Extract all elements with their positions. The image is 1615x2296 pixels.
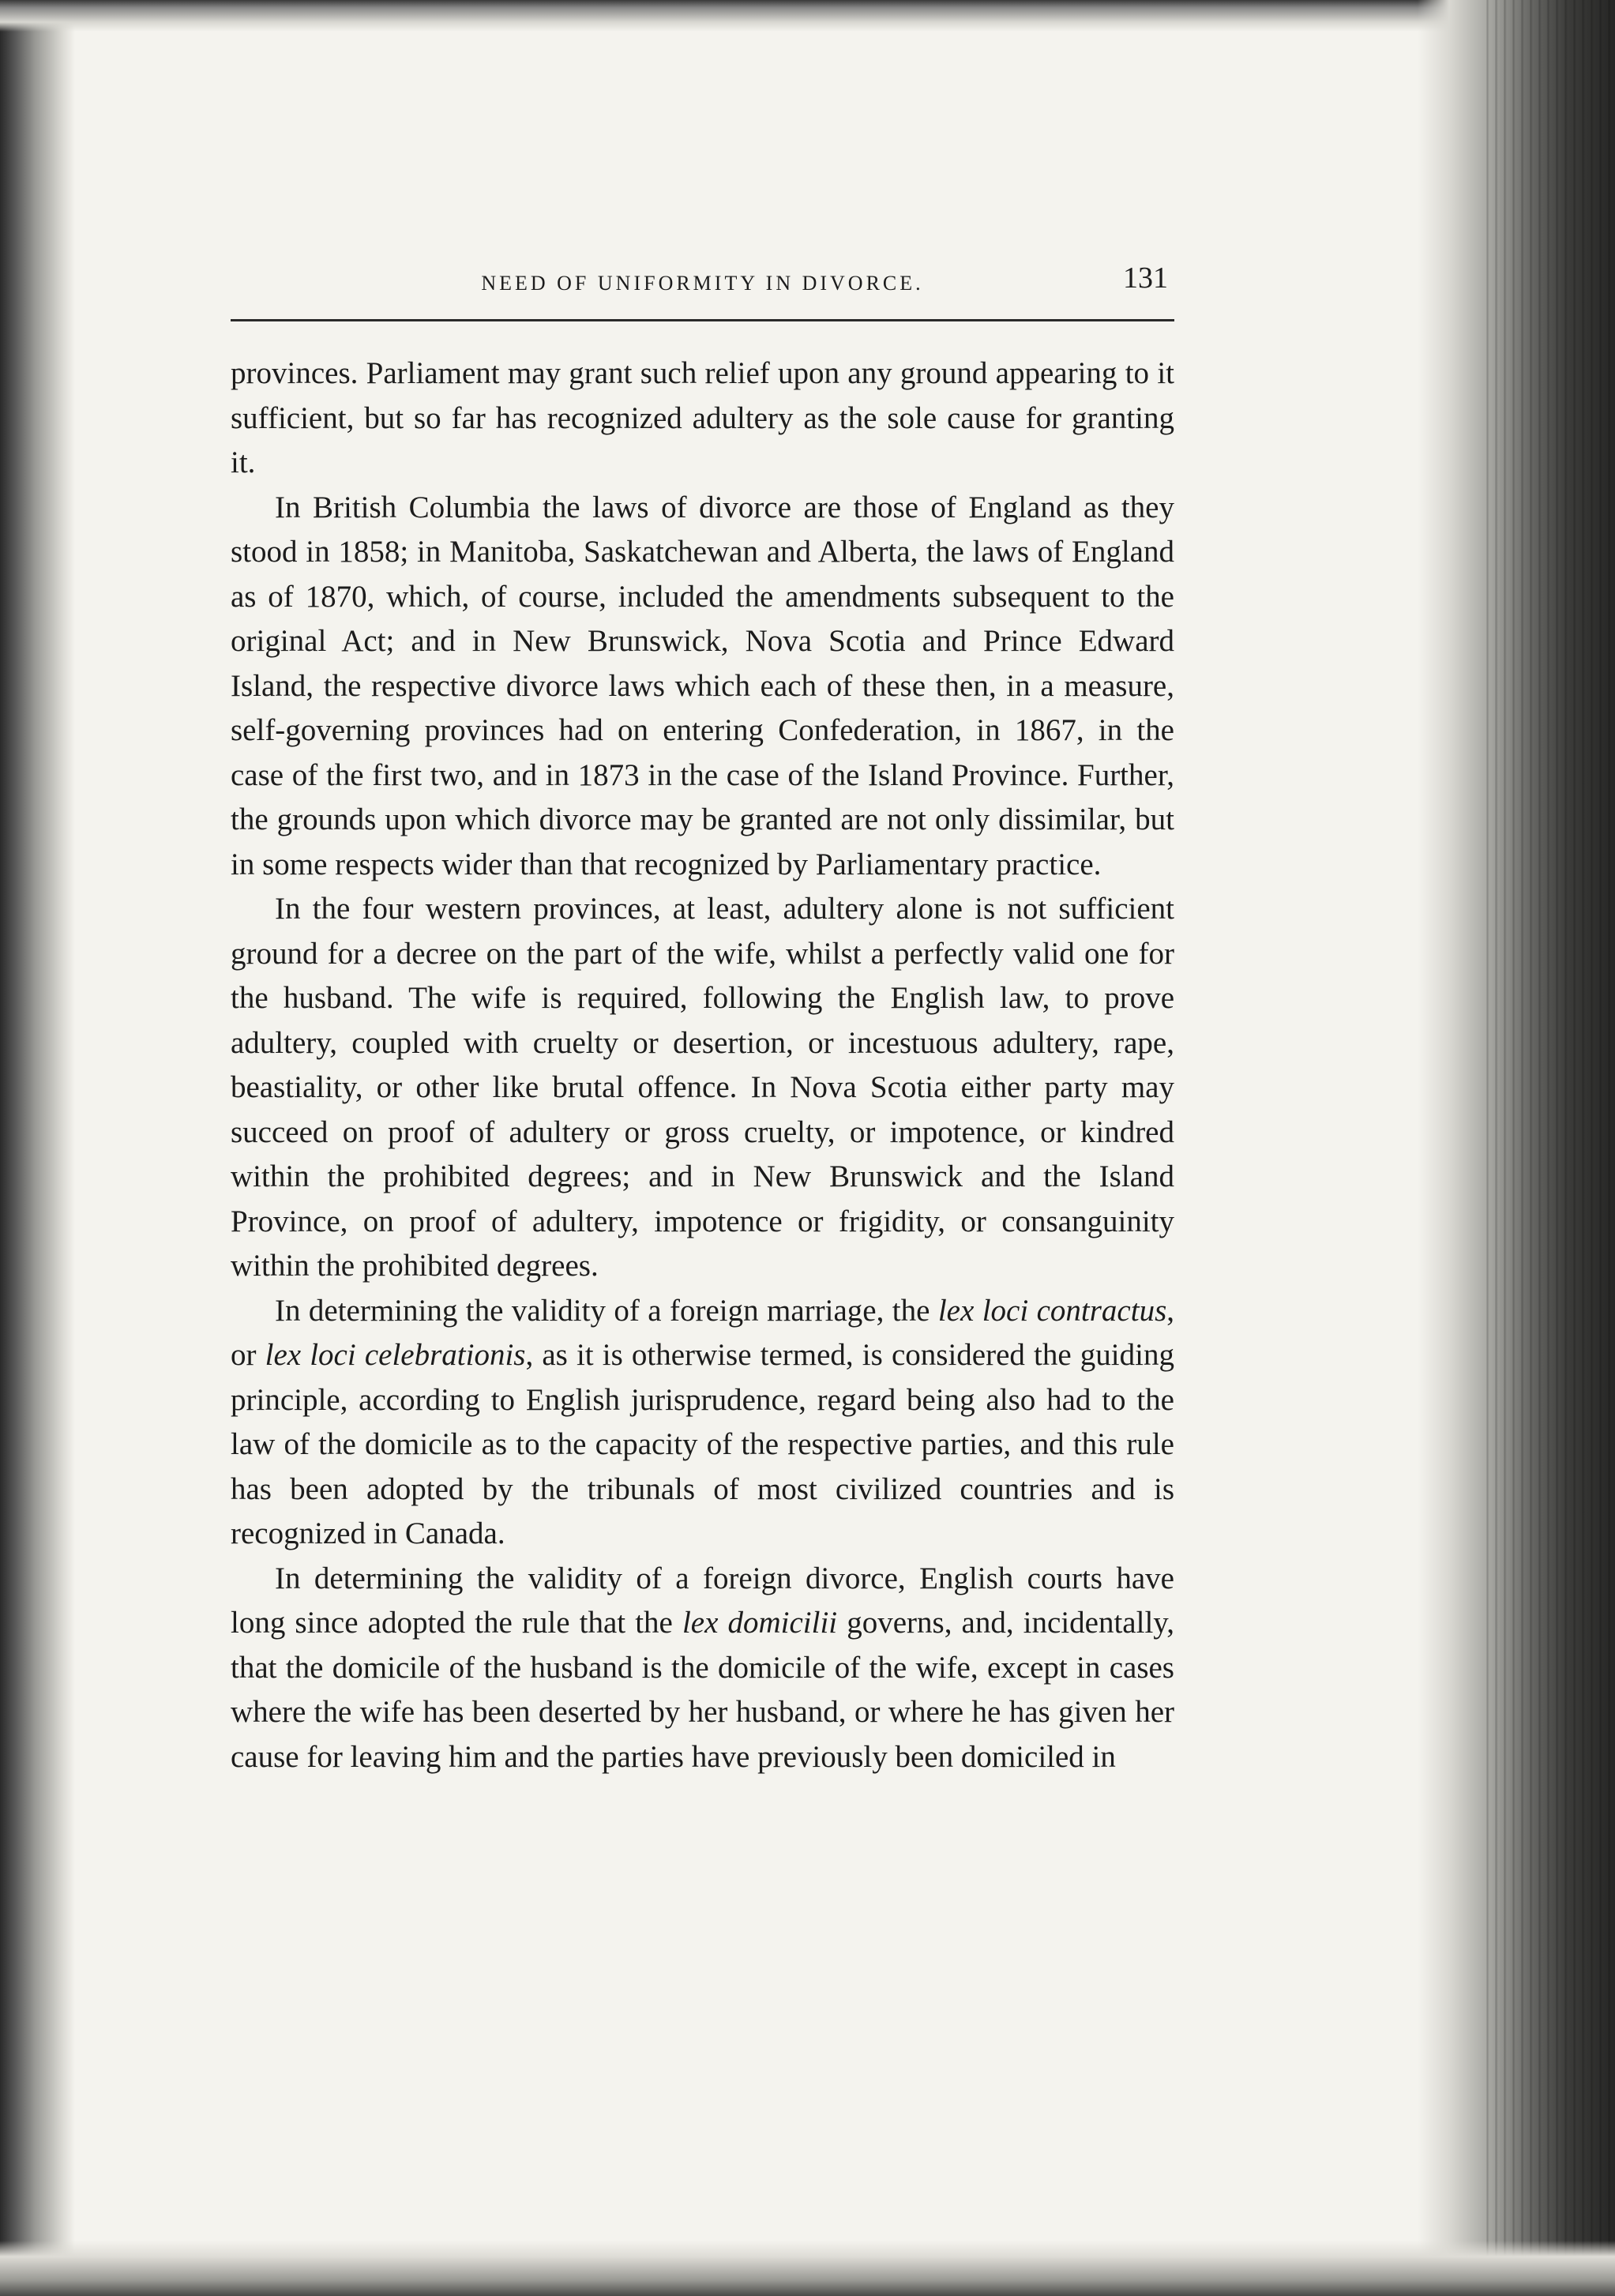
latin-term-lex-domicilii: lex domicilii	[682, 1606, 838, 1640]
scan-bottom-edge-shadow	[0, 2241, 1615, 2296]
paragraph-4-lead: In determining the validity of a foreign marriage, the	[275, 1293, 938, 1328]
paragraph-5	[231, 1557, 1174, 1780]
paragraph-1: provinces. Parliament may grant such relief upon any ground appearing to it sufficient, but so far has recognized adultery as the sole cause for granting it.	[231, 356, 1174, 479]
paragraph-4-joiner: , or	[231, 1293, 1174, 1372]
running-head-title: NEED OF UNIFORMITY IN DIVORCE.	[481, 272, 924, 295]
page-number: 131	[1123, 261, 1168, 295]
running-head	[231, 261, 1174, 305]
book-page	[231, 261, 1174, 1779]
paragraph-4-rest: , as it is otherwise termed, is considered the guiding principle, according to English jurisprudence, regard being also had to the law of the domicile as to the capacity of the respective parties, and this rule has been adopted by the tribunals of most civilized countries and is recognized in Canada.	[231, 1338, 1174, 1550]
header-rule	[231, 319, 1174, 321]
paragraph-3: In the four western provinces, at least, adultery alone is not sufficient ground for a decree on the part of the wife, whilst a perfectly valid one for the husband. The wife is required, following the English law, to prove adultery, coupled with cruelty or desertion, or incestuous adultery, rape, beastiality, or other like brutal offence. In Nova Scotia either party may succeed on proof of adultery or gross cruelty, or impotence, or kindred within the prohibited degrees; and in New Brunswick and the Island Province, on proof of adultery, impotence or frigidity, or consanguinity within the prohibited degrees.	[231, 892, 1174, 1283]
latin-term-lex-loci-celebrationis: lex loci celebrationis	[265, 1338, 526, 1372]
paragraph-4	[231, 1289, 1174, 1557]
paragraph-5-rest: governs, and, incidentally, that the domicile of the husband is the domicile of the wife, except in cases where the wife has been deserted by her husband, or where he has given her cause for leaving him and the parties have previously been domiciled in	[231, 1606, 1175, 1774]
paragraph-2: In British Columbia the laws of divorce are those of England as they stood in 1858; in Manitoba, Saskatchewan and Alberta, the laws of England as of 1870, which, of course, included the amendments subsequent to the original Act; and in New Brunswick, Nova Scotia and Prince Edward Island, the respective divorce laws which each of these then, in a measure, self-governing provinces had on entering Confederation, in 1867, in the case of the first two, and in 1873 in the case of the Island Province. Further, the grounds upon which divorce may be granted are not only dissimilar, but in some respects wider than that recognized by Parliamentary practice.	[231, 490, 1174, 881]
scan-left-edge-shadow	[0, 0, 75, 2296]
latin-term-lex-loci-contractus: lex loci contractus	[937, 1293, 1167, 1328]
scan-top-edge-shadow	[0, 0, 1615, 32]
scan-gutter-texture	[1481, 0, 1615, 2296]
paragraph-5-lead: In determining the validity of a foreign divorce, English courts have long since adopted the rule that the	[231, 1561, 1174, 1640]
body-text	[231, 351, 1174, 1779]
